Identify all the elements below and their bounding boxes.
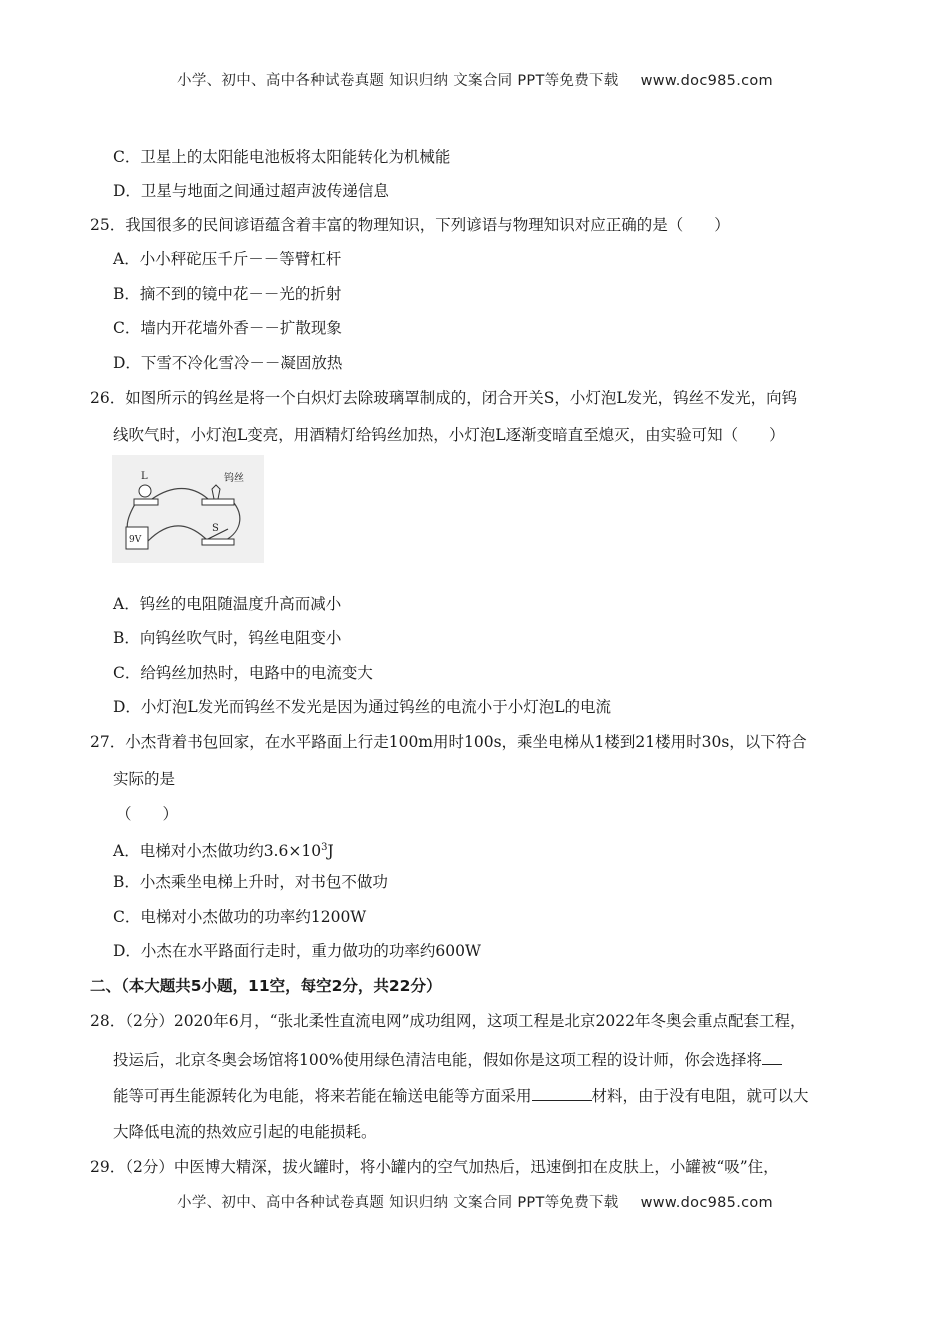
q26-option-a: A．钨丝的电阻随温度升高而减小 <box>113 595 342 613</box>
switch-base <box>202 539 234 545</box>
q25-stem: 25．我国很多的民间谚语蕴含着丰富的物理知识，下列谚语与物理知识对应正确的是（ ） <box>90 216 730 234</box>
q26-stem-line2: 线吹气时，小灯泡L变亮，用酒精灯给钨丝加热，小灯泡L逐渐变暗直至熄灭，由实验可知（ ） <box>113 426 785 444</box>
q27-option-a <box>113 837 334 862</box>
q28-blank-1[interactable] <box>762 1048 782 1065</box>
q28-line1: 28．（2分）2020年6月，“张北柔性直流电网”成功组网，这项工程是北京2022年冬奥会重点配套工程， <box>90 1012 806 1030</box>
q28-line2-text: 投运后，北京冬奥会场馆将100%使用绿色清洁电能，假如你是这项工程的设计师，你会选择将 <box>113 1051 762 1069</box>
bulb-base <box>134 499 158 505</box>
q27-option-a-unit: J <box>327 842 334 861</box>
q28-line2 <box>113 1048 782 1071</box>
q28-line4: 大降低电流的热效应引起的电能损耗。 <box>113 1123 377 1141</box>
q24-option-c: C．卫星上的太阳能电池板将太阳能转化为机械能 <box>113 148 451 166</box>
circuit-figure <box>112 455 264 563</box>
header-banner <box>0 69 950 90</box>
q25-option-a: A．小小秤砣压千斤－－等臂杠杆 <box>113 250 342 268</box>
bulb-icon <box>139 485 151 497</box>
q26-option-c: C．给钨丝加热时，电路中的电流变大 <box>113 664 373 682</box>
q28-line3-part-b: 材料，由于没有电阻，就可以大 <box>591 1087 809 1105</box>
q25-option-d: D．下雪不冷化雪冷－－凝固放热 <box>113 354 343 372</box>
q27-option-b: B．小杰乘坐电梯上升时，对书包不做功 <box>113 873 388 891</box>
q25-option-c: C．墙内开花墙外香－－扩散现象 <box>113 319 342 337</box>
q26-option-b: B．向钨丝吹气时，钨丝电阻变小 <box>113 629 342 647</box>
label-l: L <box>141 471 148 482</box>
footer-banner <box>0 1191 950 1212</box>
section-2-title: 二、（本大题共5小题，11空，每空2分，共22分） <box>90 977 442 995</box>
q28-blank-2[interactable] <box>532 1084 592 1101</box>
q27-answer-paren: （ ） <box>116 805 179 823</box>
label-switch: S <box>212 523 219 534</box>
q29-line1: 29．（2分）中医博大精深，拔火罐时，将小罐内的空气加热后，迅速倒扣在皮肤上，小罐被“吸”住， <box>90 1158 779 1176</box>
q24-option-d: D．卫星与地面之间通过超声波传递信息 <box>113 182 389 200</box>
website-link[interactable]: www.doc985.com <box>640 73 773 89</box>
circuit-diagram <box>112 455 264 563</box>
label-battery: 9V <box>129 535 142 545</box>
q27-stem-line1: 27．小杰背着书包回家，在水平路面上行走100m用时100s，乘坐电梯从1楼到21楼用时30s，以下符合 <box>90 733 807 751</box>
q28-line3-part-a: 能等可再生能源转化为电能，将来若能在输送电能等方面采用 <box>113 1087 532 1105</box>
q26-option-d: D．小灯泡L发光而钨丝不发光是因为通过钨丝的电流小于小灯泡L的电流 <box>113 698 612 716</box>
q27-option-c: C．电梯对小杰做功的功率约1200W <box>113 908 367 926</box>
wire-base <box>202 499 234 505</box>
q27-option-a-text: A．电梯对小杰做功约3.6×10 <box>113 842 322 861</box>
banner-text: 小学、初中、高中各种试卷真题 知识归纳 文案合同 PPT等免费下载 <box>177 73 619 89</box>
q25-option-b: B．摘不到的镜中花－－光的折射 <box>113 285 342 303</box>
q26-stem-line1: 26．如图所示的钨丝是将一个白炽灯去除玻璃罩制成的，闭合开关S，小灯泡L发光，钨丝不发光，向钨 <box>90 389 798 407</box>
label-tungsten: 钨丝 <box>224 473 244 484</box>
q27-option-a-exponent: 3 <box>321 842 328 853</box>
q27-stem-line2: 实际的是 <box>113 770 176 788</box>
footer-banner-text: 小学、初中、高中各种试卷真题 知识归纳 文案合同 PPT等免费下载 <box>177 1195 619 1211</box>
q28-line3 <box>113 1084 809 1107</box>
footer-website-link[interactable]: www.doc985.com <box>640 1195 773 1211</box>
q27-option-d: D．小杰在水平路面行走时，重力做功的功率约600W <box>113 942 481 960</box>
